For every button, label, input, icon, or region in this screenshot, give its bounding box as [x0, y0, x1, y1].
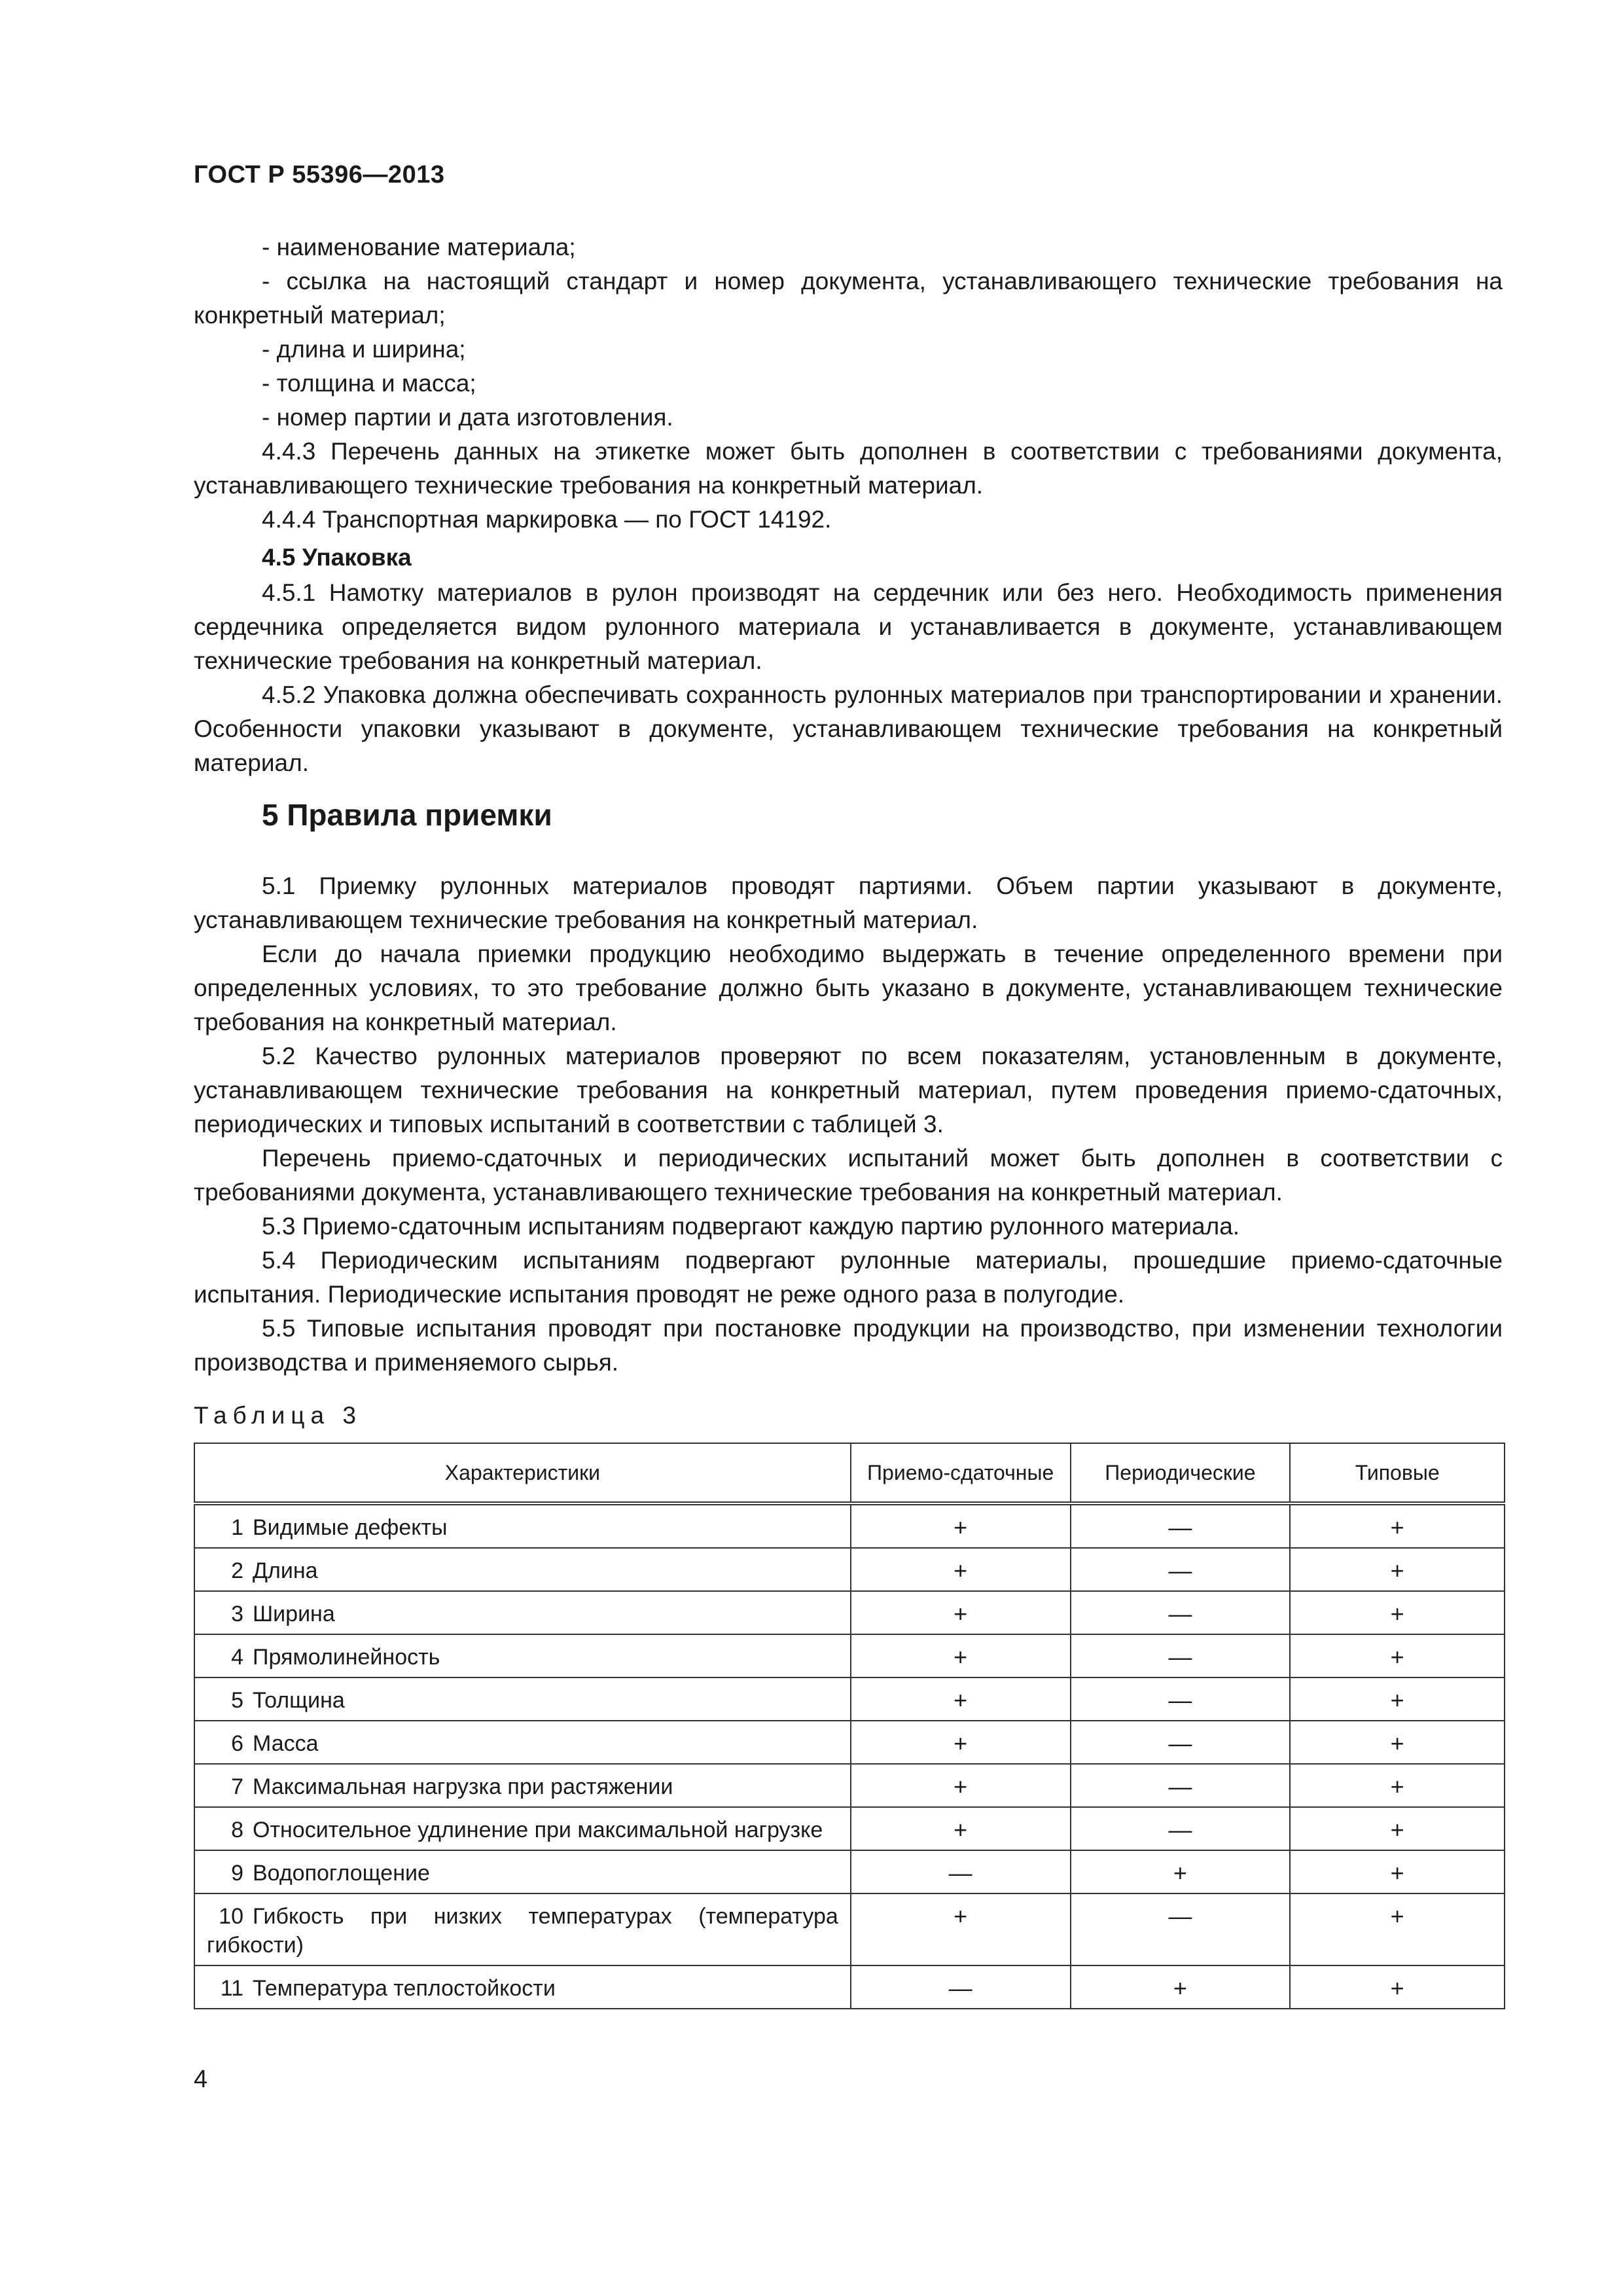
- periodic-mark: —: [1071, 1548, 1291, 1591]
- row-number: 4: [231, 1645, 243, 1670]
- header-periodic: Периодические: [1071, 1443, 1291, 1503]
- characteristic-name: Относительное удлинение при максимальной нагрузке: [253, 1818, 823, 1842]
- periodic-mark: —: [1071, 1677, 1291, 1721]
- table-row: [194, 1807, 1505, 1850]
- list-item: - наименование материала;: [262, 234, 576, 260]
- characteristic-name: Толщина: [253, 1688, 345, 1713]
- acceptance-mark: —: [851, 1850, 1071, 1893]
- table-row: [194, 1850, 1505, 1893]
- type-mark: +: [1290, 1591, 1505, 1634]
- characteristic-name: Водопоглощение: [253, 1861, 430, 1886]
- characteristic-cell: [194, 1548, 851, 1591]
- type-mark: +: [1290, 1807, 1505, 1850]
- periodic-mark: +: [1071, 1850, 1291, 1893]
- list-item: - номер партии и дата изготовления.: [262, 404, 673, 431]
- table-header-row: [194, 1443, 1505, 1503]
- periodic-mark: —: [1071, 1721, 1291, 1764]
- characteristic-cell: [194, 1634, 851, 1677]
- subsection-heading-4-5: 4.5 Упаковка: [262, 544, 412, 571]
- characteristic-name: Длина: [253, 1558, 318, 1583]
- tests-table: [194, 1443, 1505, 2009]
- list-item: - толщина и масса;: [262, 370, 476, 397]
- acceptance-mark: +: [851, 1677, 1071, 1721]
- paragraph-4-5-1: 4.5.1 Намотку материалов в рулон производят на сердечник или без него. Необходимость применения сердечника определяется видом рулонного материала и устанавливается в документе, устанавливающем технические требования на конкретный материал.: [194, 579, 1503, 674]
- table-row: [194, 1965, 1505, 2009]
- type-mark: +: [1290, 1503, 1505, 1548]
- row-number: 1: [231, 1515, 243, 1540]
- page-number: 4: [194, 2066, 208, 2093]
- row-number: 2: [231, 1558, 243, 1583]
- characteristic-cell: [194, 1721, 851, 1764]
- characteristic-name: Гибкость при низких температурах (температура гибкости): [207, 1904, 838, 1958]
- periodic-mark: —: [1071, 1893, 1291, 1965]
- characteristic-cell: [194, 1764, 851, 1807]
- characteristic-name: Максимальная нагрузка при растяжении: [253, 1774, 673, 1799]
- type-mark: +: [1290, 1764, 1505, 1807]
- paragraph-4-4-4: 4.4.4 Транспортная маркировка — по ГОСТ 14192.: [262, 506, 832, 533]
- table-row: [194, 1764, 1505, 1807]
- paragraph-5-5: 5.5 Типовые испытания проводят при постановке продукции на производство, при изменении технологии производства и применяемого сырья.: [194, 1315, 1503, 1376]
- header-acceptance: Приемо-сдаточные: [851, 1443, 1071, 1503]
- periodic-mark: —: [1071, 1634, 1291, 1677]
- acceptance-mark: +: [851, 1591, 1071, 1634]
- document-code: ГОСТ Р 55396—2013: [194, 161, 445, 188]
- type-mark: +: [1290, 1548, 1505, 1591]
- list-item: - длина и ширина;: [262, 336, 466, 363]
- characteristic-cell: [194, 1807, 851, 1850]
- paragraph-4-5-2: 4.5.2 Упаковка должна обеспечивать сохранность рулонных материалов при транспортировании и хранении. Особенности упаковки указывают в документе, устанавливающем технические требования на конкретный материал.: [194, 681, 1503, 776]
- row-number: 11: [220, 1976, 243, 2001]
- characteristic-name: Видимые дефекты: [253, 1515, 448, 1540]
- characteristic-name: Прямолинейность: [253, 1645, 440, 1670]
- type-mark: +: [1290, 1850, 1505, 1893]
- characteristic-cell: [194, 1503, 851, 1548]
- row-number: 7: [231, 1774, 243, 1799]
- table-row: [194, 1503, 1505, 1548]
- row-number: 3: [231, 1602, 243, 1626]
- type-mark: +: [1290, 1965, 1505, 2009]
- acceptance-rules-text-block: [194, 869, 1503, 1380]
- characteristic-cell: [194, 1677, 851, 1721]
- paragraph-4-4-3: 4.4.3 Перечень данных на этикетке может быть дополнен в соответствии с требованиями документа, устанавливающего технические требования на конкретный материал.: [194, 438, 1503, 499]
- list-item: - ссылка на настоящий стандарт и номер документа, устанавливающего технические требования на конкретный материал;: [194, 268, 1503, 329]
- paragraph-5-3: 5.3 Приемо-сдаточным испытаниям подвергают каждую партию рулонного материала.: [262, 1213, 1240, 1240]
- periodic-mark: —: [1071, 1807, 1291, 1850]
- table-row: [194, 1548, 1505, 1591]
- acceptance-mark: +: [851, 1634, 1071, 1677]
- header-characteristics: Характеристики: [194, 1443, 851, 1503]
- paragraph: Если до начала приемки продукцию необходимо выдержать в течение определенного времени при определенных условиях, то это требование должно быть указано в документе, устанавливающем технические требования на конкретный материал.: [194, 941, 1503, 1035]
- table-row: [194, 1634, 1505, 1677]
- periodic-mark: —: [1071, 1764, 1291, 1807]
- row-number: 9: [231, 1861, 243, 1886]
- packaging-text-block: [194, 230, 1503, 780]
- row-number: 10: [219, 1904, 243, 1929]
- table-caption: Таблица 3: [194, 1402, 362, 1429]
- acceptance-mark: +: [851, 1503, 1071, 1548]
- characteristic-name: Масса: [253, 1731, 319, 1756]
- acceptance-mark: +: [851, 1893, 1071, 1965]
- type-mark: +: [1290, 1634, 1505, 1677]
- type-mark: +: [1290, 1721, 1505, 1764]
- row-number: 6: [231, 1731, 243, 1756]
- table-row: [194, 1677, 1505, 1721]
- type-mark: +: [1290, 1677, 1505, 1721]
- paragraph: Перечень приемо-сдаточных и периодических испытаний может быть дополнен в соответствии с требованиями документа, устанавливающего технические требования на конкретный материал.: [194, 1145, 1503, 1206]
- acceptance-mark: +: [851, 1807, 1071, 1850]
- characteristic-name: Температура теплостойкости: [253, 1976, 556, 2001]
- paragraph-5-1: 5.1 Приемку рулонных материалов проводят партиями. Объем партии указывают в документе, устанавливающем технические требования на конкретный материал.: [194, 872, 1503, 933]
- paragraph-5-2: 5.2 Качество рулонных материалов проверяют по всем показателям, установленным в документе, устанавливающем технические требования на конкретный материал, путем проведения приемо-сдаточных, периодических и типовых испытаний в соответствии с таблицей 3.: [194, 1043, 1503, 1138]
- type-mark: +: [1290, 1893, 1505, 1965]
- acceptance-mark: +: [851, 1721, 1071, 1764]
- characteristic-cell: [194, 1591, 851, 1634]
- header-type: Типовые: [1290, 1443, 1505, 1503]
- acceptance-mark: +: [851, 1764, 1071, 1807]
- table-row: [194, 1721, 1505, 1764]
- characteristic-cell: [194, 1965, 851, 2009]
- acceptance-mark: —: [851, 1965, 1071, 2009]
- characteristic-name: Ширина: [253, 1602, 335, 1626]
- periodic-mark: —: [1071, 1503, 1291, 1548]
- periodic-mark: —: [1071, 1591, 1291, 1634]
- periodic-mark: +: [1071, 1965, 1291, 2009]
- table-row: [194, 1893, 1505, 1965]
- row-number: 5: [231, 1688, 243, 1713]
- paragraph-5-4: 5.4 Периодическим испытаниям подвергают рулонные материалы, прошедшие приемо-сдаточные испытания. Периодические испытания проводят не реже одного раза в полугодие.: [194, 1247, 1503, 1308]
- characteristic-cell: [194, 1850, 851, 1893]
- table-row: [194, 1591, 1505, 1634]
- section-heading-5: 5 Правила приемки: [262, 798, 552, 832]
- characteristic-cell: [194, 1893, 851, 1965]
- acceptance-mark: +: [851, 1548, 1071, 1591]
- row-number: 8: [231, 1818, 243, 1842]
